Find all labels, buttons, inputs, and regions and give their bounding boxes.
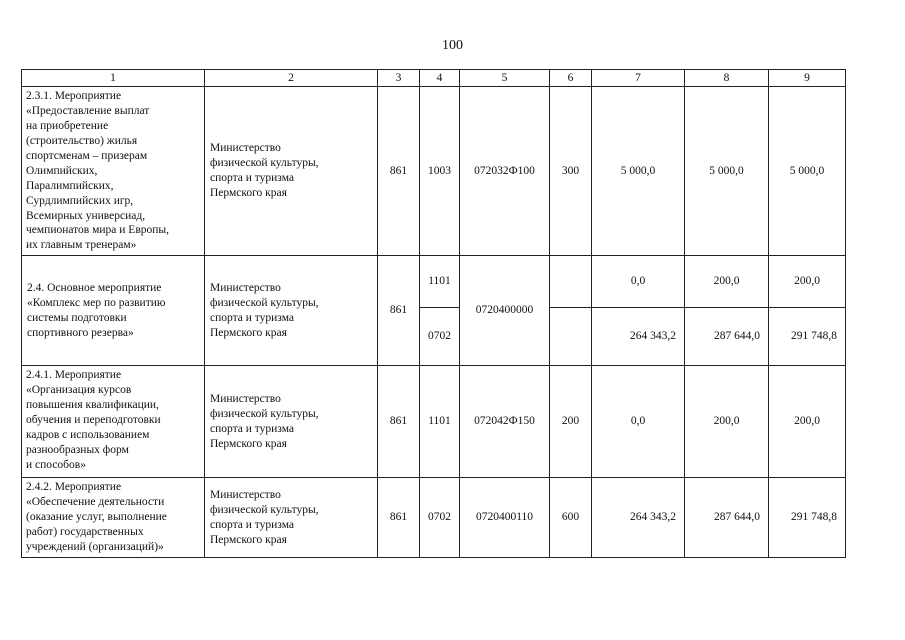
amount-year-2: 5 000,0	[685, 87, 769, 256]
executor-text: Министерство физической культуры, спорта и туризма Пермского края	[210, 392, 319, 450]
col-header-3: 3	[378, 70, 420, 87]
activity-name	[22, 478, 205, 558]
col-header-8: 8	[685, 70, 769, 87]
table-row	[22, 87, 846, 256]
vr-code: 200	[550, 366, 592, 478]
grbs-code: 861	[378, 256, 420, 366]
section-code: 1101	[420, 366, 460, 478]
vr-code: 300	[550, 87, 592, 256]
table-row	[22, 478, 846, 558]
amount-year-2: 287 644,0	[685, 478, 769, 558]
grbs-code: 861	[378, 478, 420, 558]
amount-year-1: 264 343,2	[592, 478, 685, 558]
amount-year-3: 200,0	[769, 366, 846, 478]
amount-year-1: 0,0	[592, 366, 685, 478]
amount-year-3: 291 748,8	[769, 478, 846, 558]
table-row	[22, 366, 846, 478]
page-number: 100	[442, 38, 463, 53]
activity-name-text: 2.4. Основное мероприятие «Комплекс мер по развитию системы подготовки спортивного резерва»	[27, 281, 166, 339]
col-header-1: 1	[22, 70, 205, 87]
amount-year-3: 291 748,8	[769, 308, 846, 366]
vr-code	[550, 256, 592, 308]
amount-year-1: 0,0	[592, 256, 685, 308]
activity-name	[22, 366, 205, 478]
csr-code: 072042Ф150	[460, 366, 550, 478]
table-row	[22, 256, 846, 308]
amount-year-3: 5 000,0	[769, 87, 846, 256]
executor-text: Министерство физической культуры, спорта и туризма Пермского края	[210, 281, 319, 339]
section-code: 0702	[420, 478, 460, 558]
col-header-4: 4	[420, 70, 460, 87]
section-code: 1003	[420, 87, 460, 256]
amount-year-1: 5 000,0	[592, 87, 685, 256]
col-header-7: 7	[592, 70, 685, 87]
activity-name	[22, 87, 205, 256]
section-code: 1101	[420, 256, 460, 308]
section-code: 0702	[420, 308, 460, 366]
activity-name-text: 2.4.1. Мероприятие «Организация курсов повышения квалификации, обучения и переподготовки кадров с использованием разнообразных форм и способов»	[26, 369, 161, 471]
executor	[205, 256, 378, 366]
col-header-2: 2	[205, 70, 378, 87]
col-header-9: 9	[769, 70, 846, 87]
executor-text: Министерство физической культуры, спорта и туризма Пермского края	[210, 488, 319, 546]
amount-year-2: 200,0	[685, 256, 769, 308]
csr-code: 072032Ф100	[460, 87, 550, 256]
csr-code: 0720400000	[460, 256, 550, 366]
executor	[205, 478, 378, 558]
grbs-code: 861	[378, 87, 420, 256]
activity-name-text: 2.3.1. Мероприятие «Предоставление выплат на приобретение (строительство) жилья спортсменам – призерам Олимпийских, Паралимпийских, Сурдлимпийских игр, Всемирных универсиад, чемпионатов мира и Европы, их главным тренерам»	[26, 90, 170, 252]
header-row	[22, 70, 846, 87]
col-header-6: 6	[550, 70, 592, 87]
activity-name-text: 2.4.2. Мероприятие «Обеспечение деятельности (оказание услуг, выполнение работ) государственных учреждений (организаций)»	[26, 481, 167, 554]
vr-code	[550, 308, 592, 366]
amount-year-3: 200,0	[769, 256, 846, 308]
amount-year-2: 287 644,0	[685, 308, 769, 366]
amount-year-1: 264 343,2	[592, 308, 685, 366]
executor-text: Министерство физической культуры, спорта и туризма Пермского края	[210, 142, 319, 200]
activity-name	[22, 256, 205, 366]
vr-code: 600	[550, 478, 592, 558]
budget-table	[21, 69, 846, 558]
executor	[205, 87, 378, 256]
grbs-code: 861	[378, 366, 420, 478]
amount-year-2: 200,0	[685, 366, 769, 478]
col-header-5: 5	[460, 70, 550, 87]
csr-code: 0720400110	[460, 478, 550, 558]
executor	[205, 366, 378, 478]
